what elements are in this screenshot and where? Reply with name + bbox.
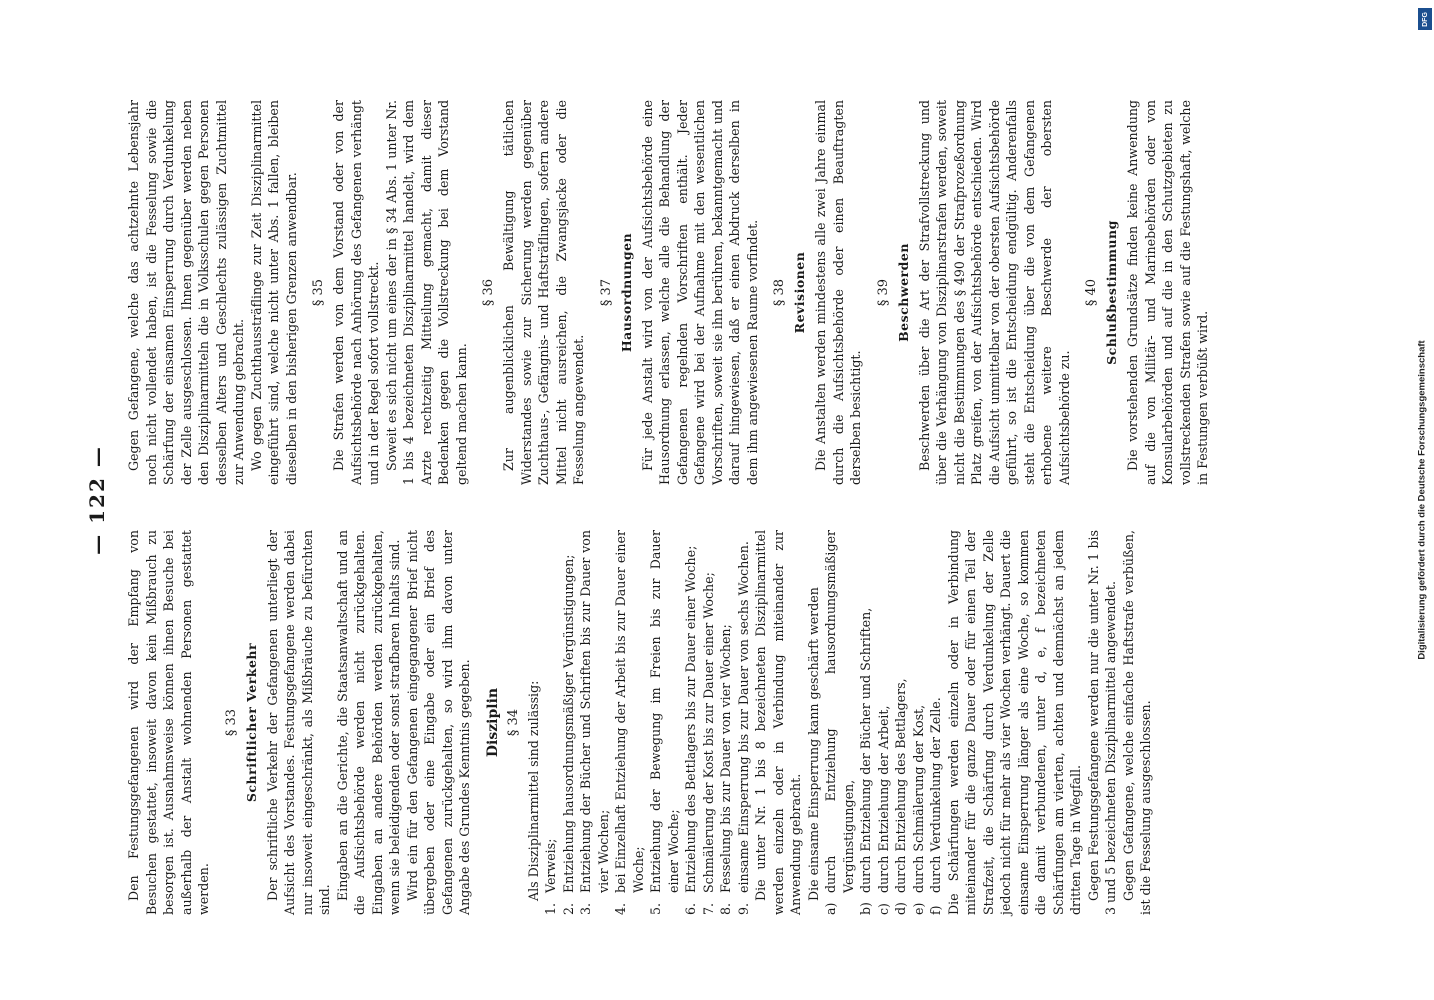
section-sign-36: § 36 <box>481 278 496 307</box>
paragraph: Der schriftliche Verkehr der Gefangenen unterliegt der Aufsicht des Vorstandes. Festungsgefangene werden dabei nur insoweit eingeschränkt, als Mißbräuche zu befürchten sind. <box>264 530 332 915</box>
paragraph: Die Schärfungen werden einzeln oder in Verbindung miteinander für die ganze Dauer oder für einen Teil der Strafzeit, die Schärfung durch Verdunkelung der Zelle jedoch nicht für mehr als vier Wochen verhängt. Dauert die einsame Einsperrung länger als eine Woche, so kommen die damit verbundenen, unter d, e, f bezeichneten Schärfungen am vierten, achten und demnächst an jedem dritten Tage in Wegfall. <box>945 530 1083 915</box>
dfg-logo: DFG <box>1418 8 1432 30</box>
list-item: 3.Entziehung der Bücher und Schriften bis zur Dauer von vier Wochen; <box>578 530 611 915</box>
paragraph: Als Disziplinarmittel sind zulässig: <box>525 680 541 901</box>
list-item: 6.Entziehung des Bettlagers bis zur Dauer einer Woche; <box>683 545 698 915</box>
section-sign-38: § 38 <box>772 278 787 307</box>
list-item: 4.bei Einzelhaft Entziehung der Arbeit bis zur Dauer einer Woche; <box>613 530 646 915</box>
paragraph: Den Festungsgefangenen wird der Empfang von Besuchen gestattet, insoweit davon kein Mißbrauch zu besorgen ist. Ausnahmsweise können ihnen Besuche bei außerhalb der Anstalt wohnenden Personen gestattet werden. <box>126 530 211 915</box>
paragraph: Gegen Festungsgefangene werden nur die unter Nr. 1 bis 3 und 5 bezeichneten Disziplinarmittel angewendet. <box>1085 530 1118 915</box>
disciplinary-measures-list <box>542 530 752 915</box>
list-item: a)durch Entziehung hausordnungsmäßiger Vergünstigungen, <box>823 530 856 915</box>
right-column <box>125 100 1212 485</box>
paragraph: Wo gegen Zuchthaussträflinge zur Zeit Disziplinarmittel eingeführt sind, welche nicht unter Abs. 1 fallen, bleiben dieselben in den bisherigen Grenzen anwendbar. <box>248 100 299 485</box>
list-item: 8.Fesselung bis zur Dauer von vier Wochen; <box>718 624 733 915</box>
list-item: 5.Entziehung der Bewegung im Freien bis zur Dauer einer Woche; <box>648 530 681 915</box>
section-heading-disziplin: Disziplin <box>484 687 501 758</box>
paragraph: Zur augenblicklichen Bewältigung tätlichen Widerstandes sowie zur Sicherung werden gegenüber Zuchthaus-, Gefängnis- und Haftsträflingen, sofern andere Mittel nicht ausreichen, die Zwangsjacke oder die Fesselung angewendet. <box>501 100 586 485</box>
section-sign-40: § 40 <box>1084 278 1099 307</box>
list-item: 1.Verweis; <box>543 838 558 915</box>
list-item: 9.einsame Einsperrung bis zur Dauer von sechs Wochen. <box>735 541 751 915</box>
paragraph: Die Strafen werden von dem Vorstand oder von der Aufsichtsbehörde nach Anhörung des Gefangenen verhängt und in der Regel sofort vollstreckt. <box>331 100 381 485</box>
paragraph: Gegen Gefangene, welche das achtzehnte Lebensjahr noch nicht vollendet haben, ist die Fesselung sowie die Schärfung der einsamen Einsperrung durch Verdunkelung der Zelle ausgeschlossen. Ihnen gegenüber werden neben den Disziplinarmitteln die in Volksschulen gegen Personen desselben Alters und Geschlechts zulässigen Zuchtmittel zur Anwendung gebracht. <box>126 100 246 485</box>
list-item: d)durch Entziehung des Bettlagers, <box>893 678 908 915</box>
paragraph: Für jede Anstalt wird von der Aufsichtsbehörde eine Hausordnung erlassen, welche alle die Behandlung der Gefangenen regelnden Vorschriften enthält. Jeder Gefangene wird bei der Aufnahme mit den wesentlichen Vorschriften, soweit sie ihn berühren, bekanntgemacht und darauf hingewiesen, daß er einen Abdruck derselben in dem ihm angewiesenen Raume vorfindet. <box>639 100 760 485</box>
list-item: f)durch Verdunkelung der Zelle. <box>928 697 943 915</box>
paragraph: Die Anstalten werden mindestens alle zwei Jahre einmal durch die Aufsichtsbehörde oder einen Beauftragten derselben besichtigt. <box>813 100 863 485</box>
digitization-credit: Digitalisierung gefördert durch die Deutsche Forschungsgemeinschaft <box>1416 340 1428 660</box>
paragraph: Wird ein für den Gefangenen eingegangener Brief nicht übergeben oder eine Eingabe oder ein Brief des Gefangenen zurückgehalten, so wird ihm davon unter Angabe des Grundes Kenntnis gegeben. <box>404 530 472 915</box>
paragraph: Eingaben an die Gerichte, die Staatsanwaltschaft und an die Aufsichtsbehörde werden nicht zurückgehalten. Eingaben an andere Behörden werden zurückgehalten, wenn sie beleidigenden oder sonst strafbaren Inhalts sind. <box>334 530 402 915</box>
paragraph: Gegen Gefangene, welche einfache Haftstrafe verbüßen, ist die Fesselung ausgeschlossen. <box>1120 530 1153 915</box>
heading-beschwerden: Beschwerden <box>895 243 911 342</box>
section-sign-39: § 39 <box>875 278 891 307</box>
list-item: b)durch Entziehung der Bücher und Schriften, <box>858 607 873 915</box>
list-item: e)durch Schmälerung der Kost, <box>910 704 926 915</box>
heading-hausordnungen: Hausordnungen <box>618 232 634 353</box>
section-sign-33: § 33 <box>223 708 239 737</box>
list-item: 2.Entziehung hausordnungsmäßiger Vergünstigungen; <box>560 554 576 915</box>
sharpening-list <box>822 530 945 915</box>
paragraph: Beschwerden über die Art der Strafvollstreckung und über die Verhängung von Disziplinarstrafen werden, soweit nicht die Bestimmungen des § 490 der Strafprozeßordnung Platz greifen, von der Aufsichtsbehörde entschieden. Wird die Aufsicht unmittelbar von der obersten Aufsichtsbehörde geführt, so ist die Entscheidung endgültig. Anderenfalls steht die Entscheidung über die von dem Gefangenen erhobene weitere Beschwerde der obersten Aufsichtsbehörde zu. <box>916 100 1072 485</box>
list-item: c)durch Entziehung der Arbeit, <box>875 705 891 915</box>
heading-schriftlicher-verkehr: Schriftlicher Verkehr <box>243 642 259 803</box>
paragraph: Die einsame Einsperrung kann geschärft werden <box>805 587 821 901</box>
list-item: 7.Schmälerung der Kost bis zur Dauer einer Woche; <box>700 572 716 915</box>
page-number: — 122 — <box>85 445 109 555</box>
paragraph: Die vorstehenden Grundsätze finden keine Anwendung auf die von Militär- und Marinebehörden oder von Konsularbehörden und auf die in den Schutzgebieten zu vollstreckenden Strafen sowie auf die Festungshaft, welche in Festungen verbüßt wird. <box>1125 100 1210 485</box>
rotated-page <box>85 85 1335 915</box>
left-column <box>125 530 1155 915</box>
section-sign-34: § 34 <box>505 708 521 737</box>
paragraph: Die unter Nr. 1 bis 8 bezeichneten Disziplinarmittel werden einzeln oder in Verbindung miteinander zur Anwendung gebracht. <box>753 530 803 915</box>
heading-schlussbestimmung: Schlußbestimmung <box>1104 220 1119 365</box>
paragraph: Soweit es sich nicht um eines der in § 34 Abs. 1 unter Nr. 1 bis 4 bezeichneten Disziplinarmittel handelt, wird dem Arzte rechtzeitig Mitteilung gemacht, damit dieser Bedenken gegen die Vollstreckung bei dem Vorstand geltend machen kann. <box>383 100 469 485</box>
section-sign-37: § 37 <box>598 278 614 307</box>
heading-revisionen: Revisionen <box>792 251 807 334</box>
section-sign-35: § 35 <box>311 278 326 307</box>
